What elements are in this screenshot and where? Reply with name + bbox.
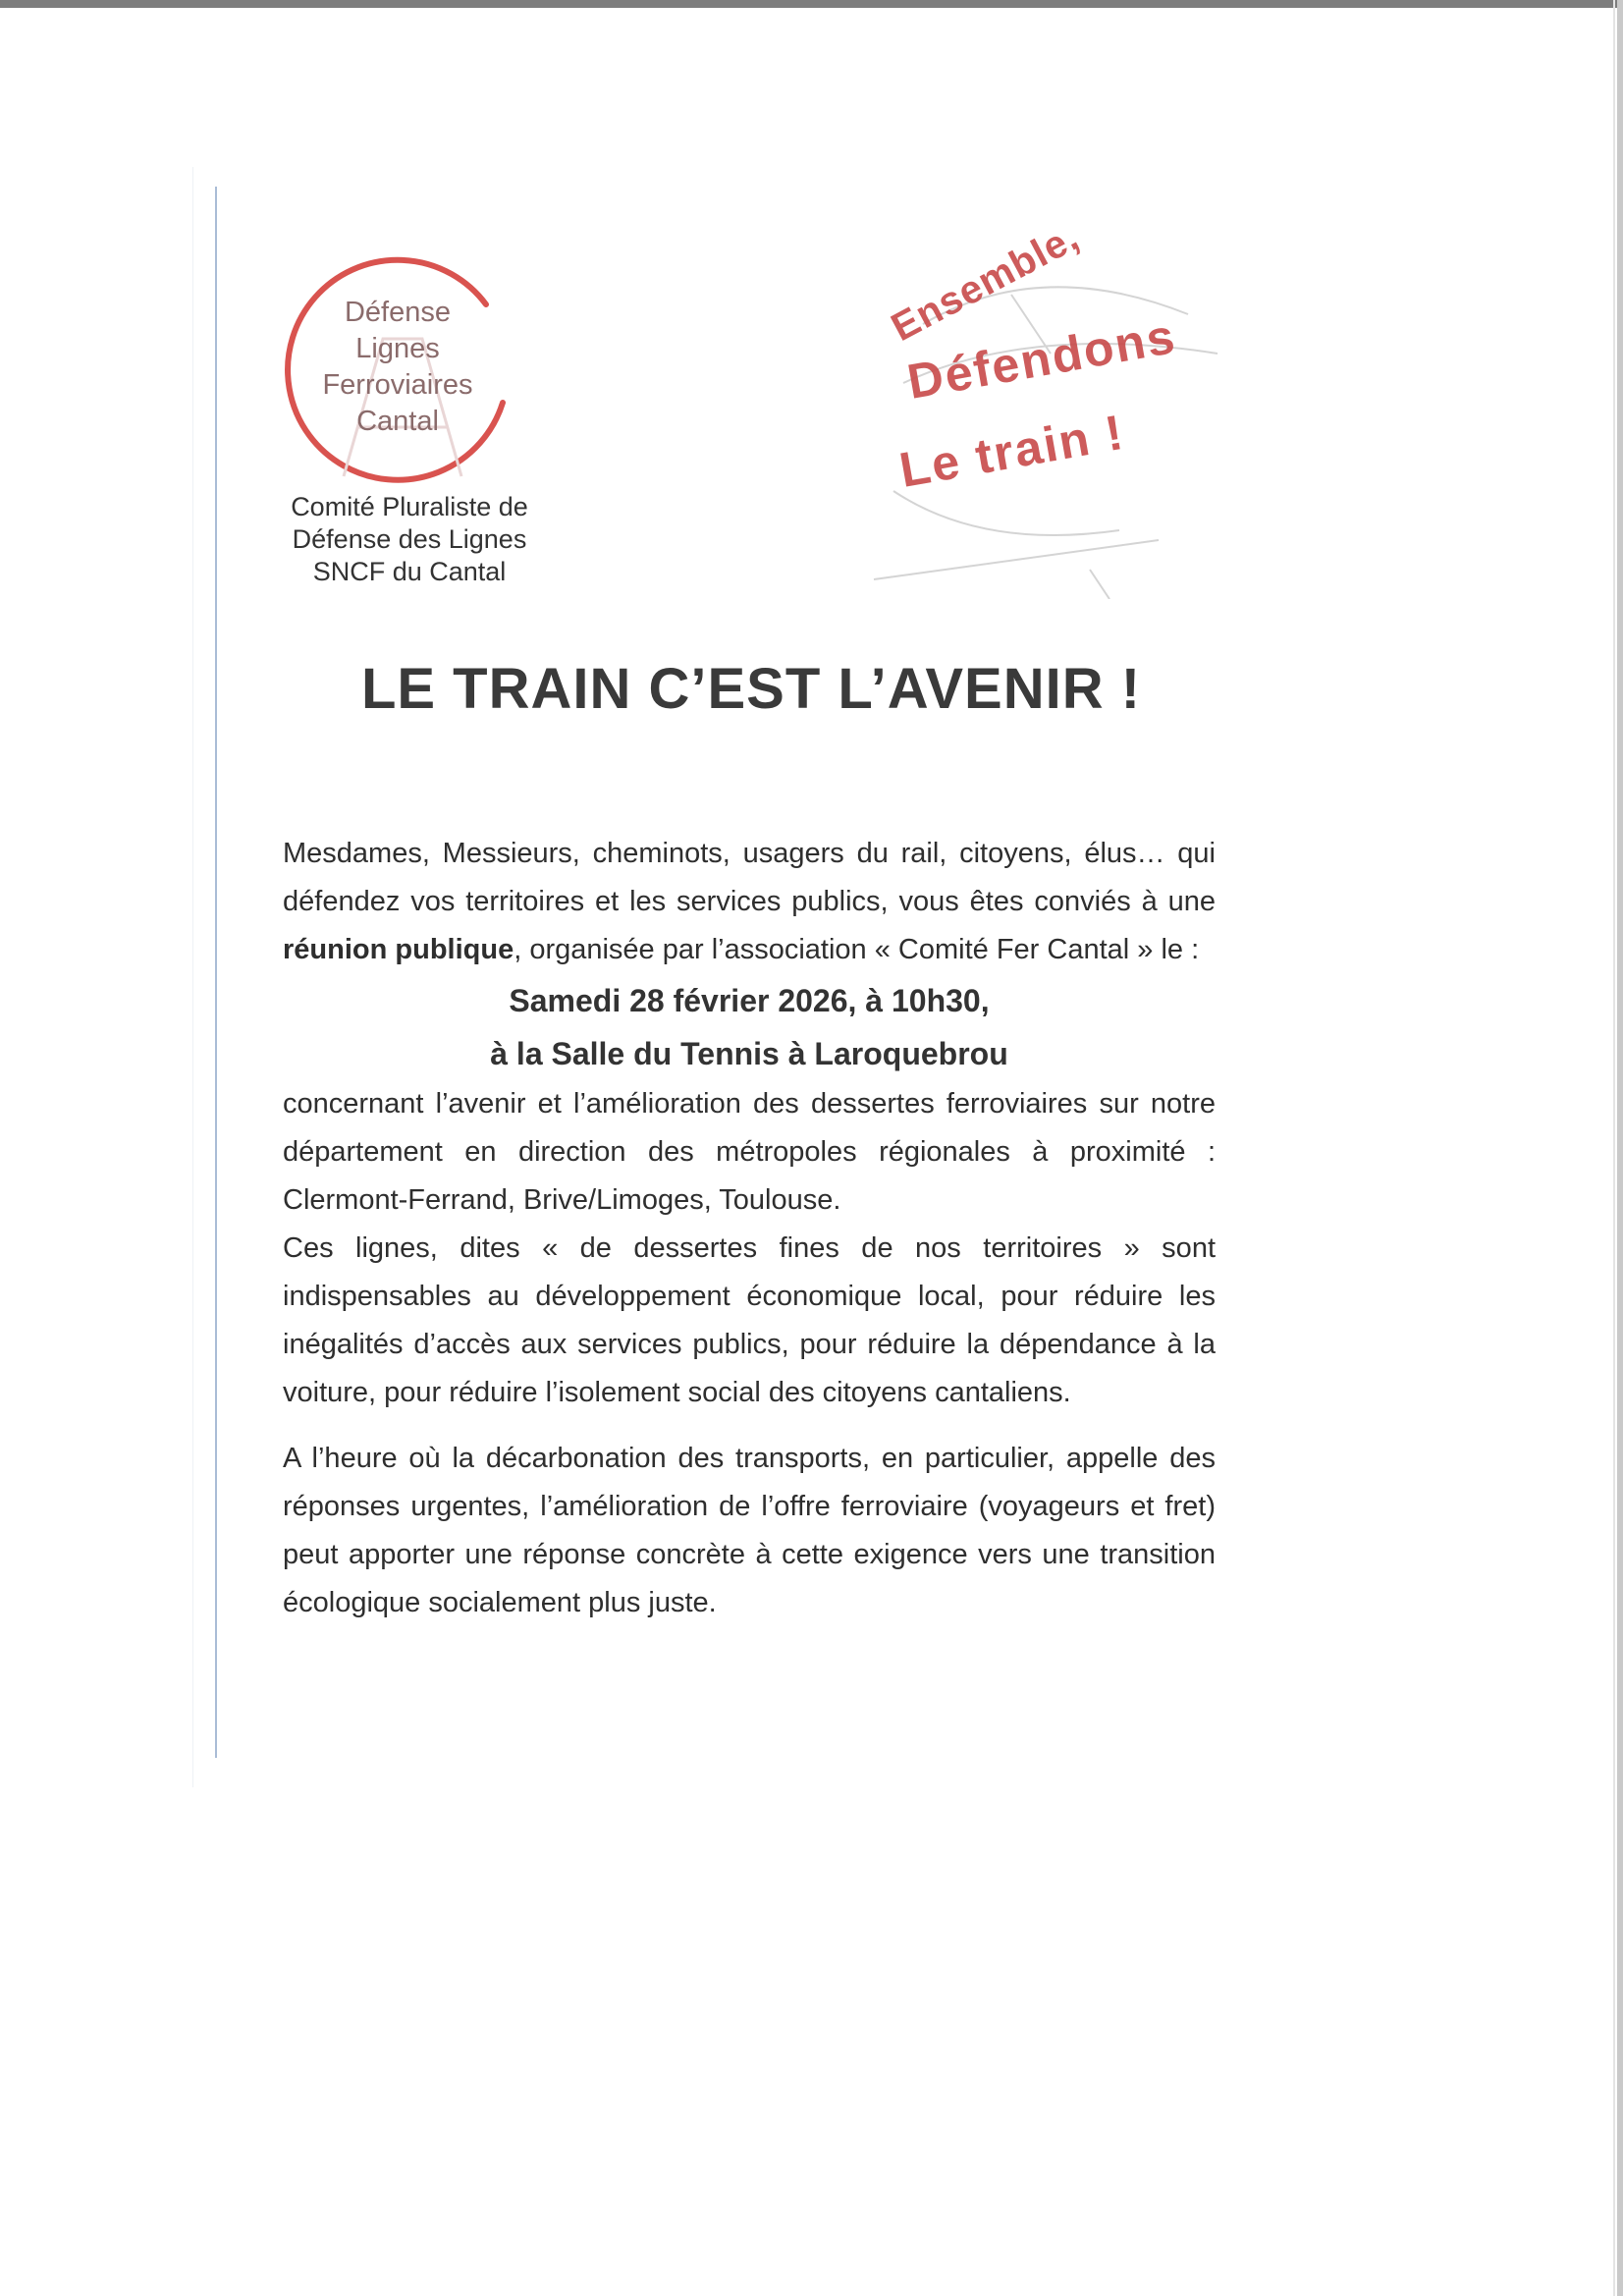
slogan-line: Le train ! [895, 404, 1129, 499]
slogan-stamp [864, 215, 1237, 599]
intro-text: , organisée par l’association « Comité Fer Cantal » le : [514, 934, 1200, 965]
intro-paragraph [283, 830, 1216, 974]
slogan-line: Défendons [903, 307, 1180, 410]
scan-right-shadow [1613, 0, 1615, 2296]
logo-line: Défense [344, 297, 451, 328]
margin-line [215, 187, 217, 1758]
logo-line: Cantal [356, 406, 439, 437]
committee-line: SNCF du Cantal [312, 557, 507, 586]
committee-line: Comité Pluraliste de [291, 492, 528, 521]
paragraph: A l’heure où la décarbonation des transports, en particulier, appelle des réponses urgentes, l’amélioration de l’offre ferroviaire (voyageurs et fret) peut apporter une réponse concrète à cette exigence vers une transition écologique socialement plus juste. [283, 1443, 1216, 1618]
logo-line: Ferroviaires [322, 369, 473, 401]
page-title: LE TRAIN C’EST L’AVENIR ! [360, 657, 1142, 721]
committee-line: Défense des Lignes [292, 524, 527, 554]
margin-faint-line [192, 167, 193, 1787]
meeting-emphasis: réunion publique [283, 934, 514, 965]
intro-text: Mesdames, Messieurs, cheminots, usagers du rail, citoyens, élus… qui défendez vos territoires et les services publics, vous êtes conviés à une [283, 838, 1216, 917]
letter-body [283, 830, 1216, 1627]
scan-top-edge [0, 0, 1623, 8]
scan-right-edge [1617, 0, 1623, 2296]
paragraph: concernant l’avenir et l’amélioration des dessertes ferroviaires sur notre département en direction des métropoles régionales à proximité : Clermont-Ferrand, Brive/Limoges, Toulouse. [283, 1088, 1216, 1216]
logo-name [275, 295, 520, 440]
paragraph: Ces lignes, dites « de dessertes fines de nos territoires » sont indispensables au développement économique local, pour réduire les inégalités d’accès aux services publics, pour réduire la dépendance à la voiture, pour réduire l’isolement social des citoyens cantaliens. [283, 1232, 1216, 1408]
association-logo [275, 246, 520, 491]
event-date: Samedi 28 février 2026, à 10h30, [509, 983, 990, 1018]
event-details [283, 974, 1216, 1080]
committee-name [267, 491, 552, 588]
slogan-line: Ensemble, [884, 215, 1087, 351]
event-place: à la Salle du Tennis à Laroquebrou [490, 1036, 1008, 1071]
logo-line: Lignes [355, 333, 440, 364]
